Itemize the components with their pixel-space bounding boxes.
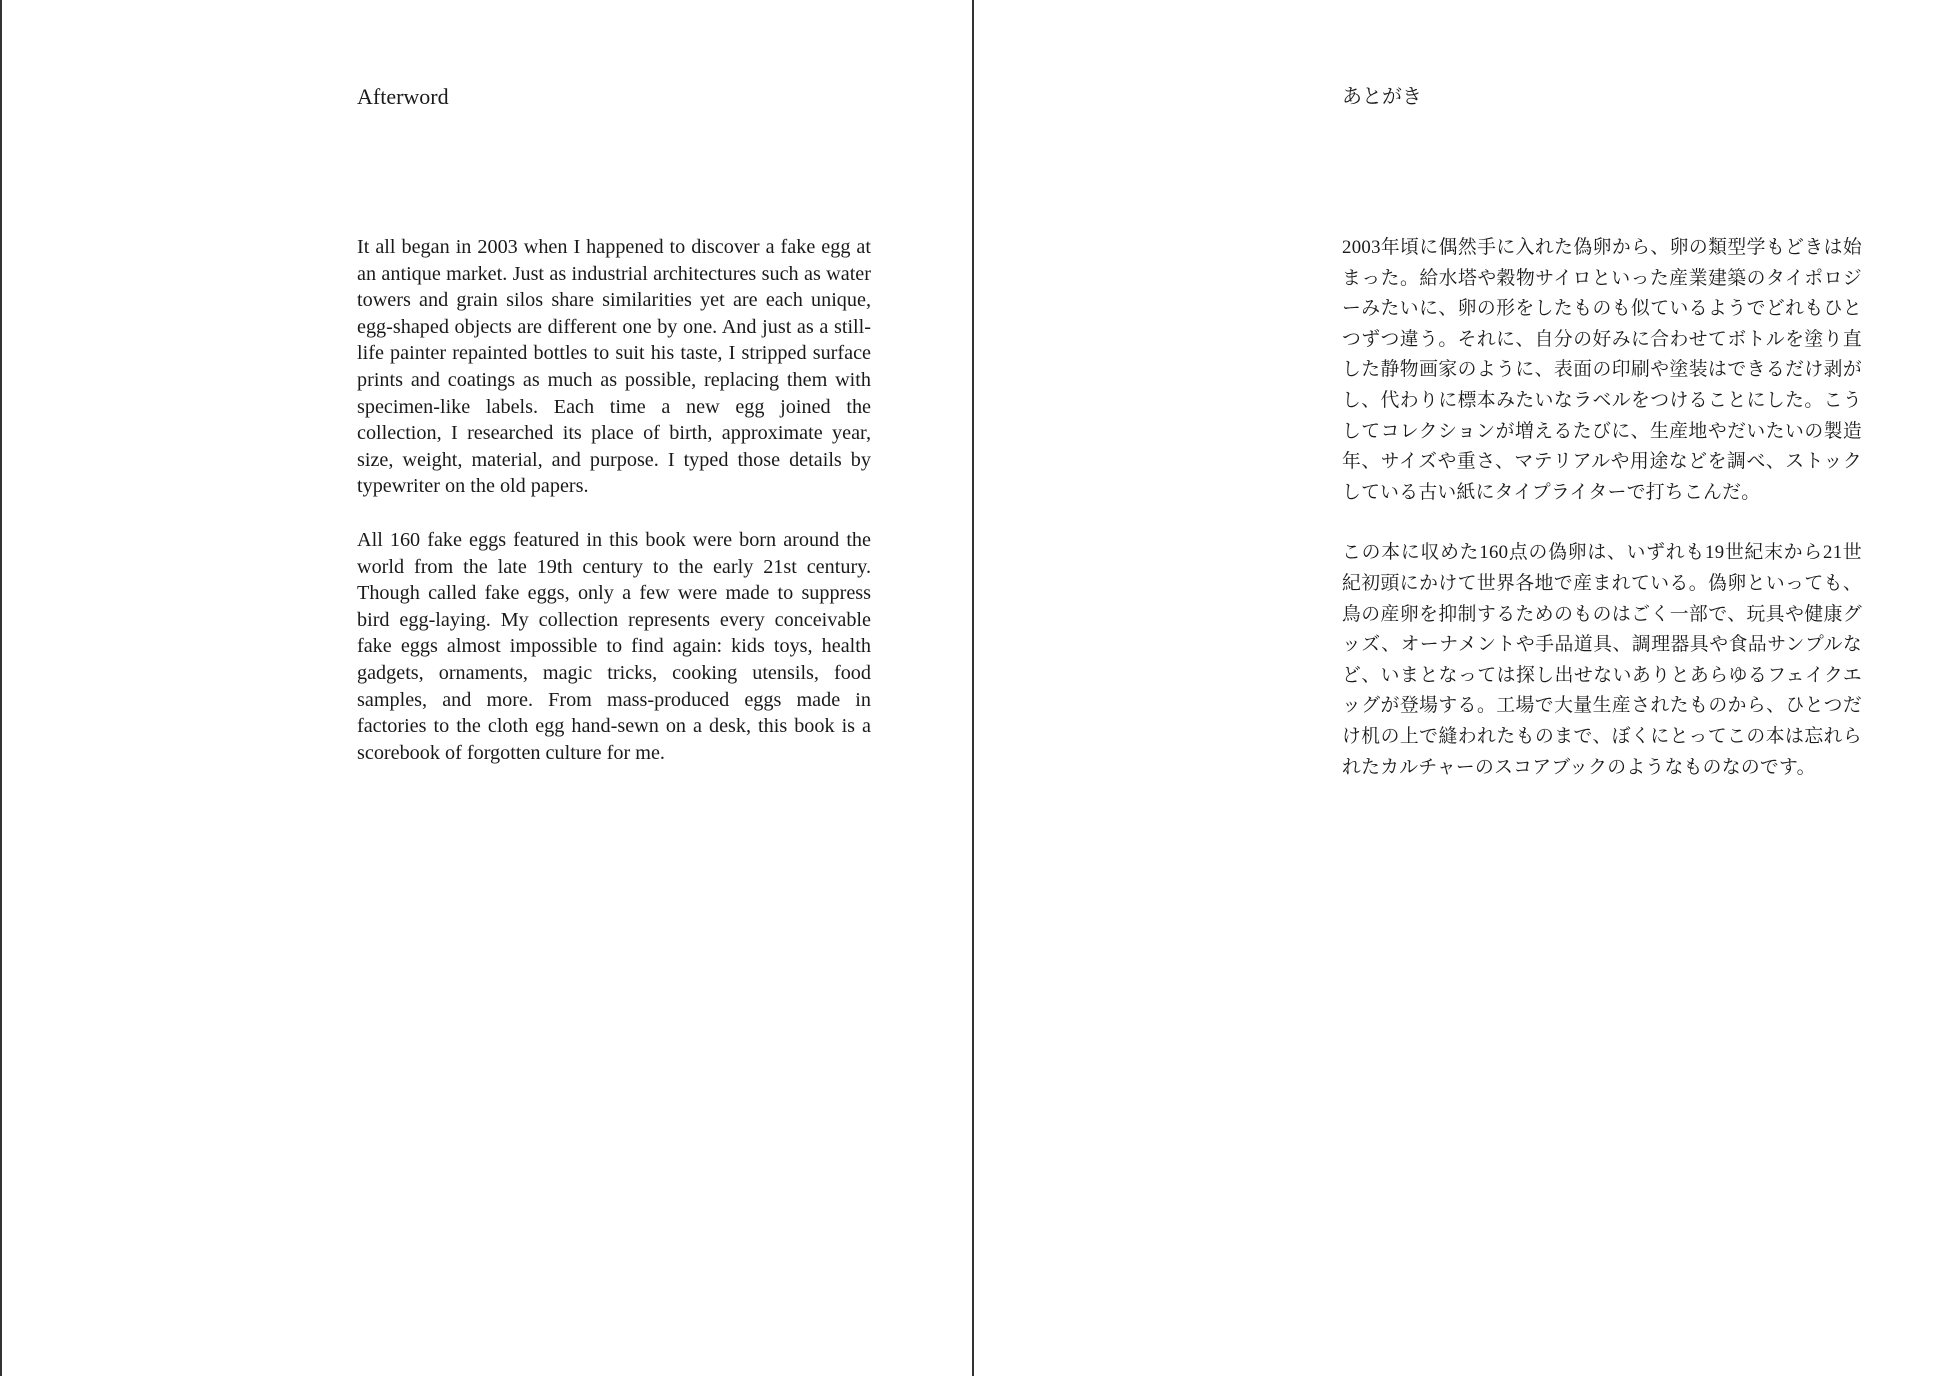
english-paragraph-1: It all began in 2003 when I happened to discover a fake egg at an antique market. Just as industrial architectures such as water towers and grain silos share similarities yet are each unique, egg-shaped objects are different one by one. And just as a still-life painter repainted bottles to suit his taste, I stripped surface prints and coatings as much as possible, replacing them with specimen-like labels. Each time a new egg joined the collection, I researched its place of birth, approximate year, size, weight, material, and purpose. I typed those details by typewriter on the old papers. [357, 236, 871, 498]
english-paragraph-2: All 160 fake eggs featured in this book were born around the world from the late 19th century to the early 21st century. Though called fake eggs, only a few were made to suppress bird egg-laying. My collection represents every conceivable fake eggs almost impossible to find again: kids toys, health gadgets, ornaments, magic tricks, cooking utensils, food samples, and more. From mass-produced eggs made in factories to the cloth egg hand-sewn on a desk, this book is a scorebook of forgotten culture for me. [357, 528, 871, 764]
japanese-paragraph-1: 2003年頃に偶然手に入れた偽卵から、卵の類型学もどきは始まった。給水塔や穀物サイロといった産業建築のタイポロジーみたいに、卵の形をしたものも似ているようでどれもひとつずつ違う。それに、自分の好みに合わせてボトルを塗り直した静物画家のように、表面の印刷や塗装はできるだけ剥がし、代わりに標本みたいなラベルをつけることにした。こうしてコレクションが増えるたびに、生産地やだいたいの製造年、サイズや重さ、マテリアルや用途などを調べ、ストックしている古い紙にタイプライターで打ちこんだ。 [1342, 237, 1862, 503]
page-heading-english: Afterword [357, 84, 449, 109]
left-page [0, 0, 972, 1376]
right-page [974, 0, 1946, 1376]
page-heading-japanese: あとがき [1342, 86, 1422, 108]
japanese-paragraph-2: この本に収めた160点の偽卵は、いずれも19世紀末から21世紀初頭にかけて世界各地で産まれている。偽卵といっても、鳥の産卵を抑制するためのものはごく一部で、玩具や健康グッズ、オーナメントや手品道具、調理器具や食品サンプルなど、いまとなっては探し出せないありとあらゆるフェイクエッグが登場する。工場で大量生産されたものから、ひとつだけ机の上で縫われたものまで、ぼくにとってこの本は忘れられたカルチャーのスコアブックのようなものなのです。 [1342, 542, 1862, 778]
japanese-body [1342, 233, 1862, 813]
english-body [357, 234, 871, 793]
